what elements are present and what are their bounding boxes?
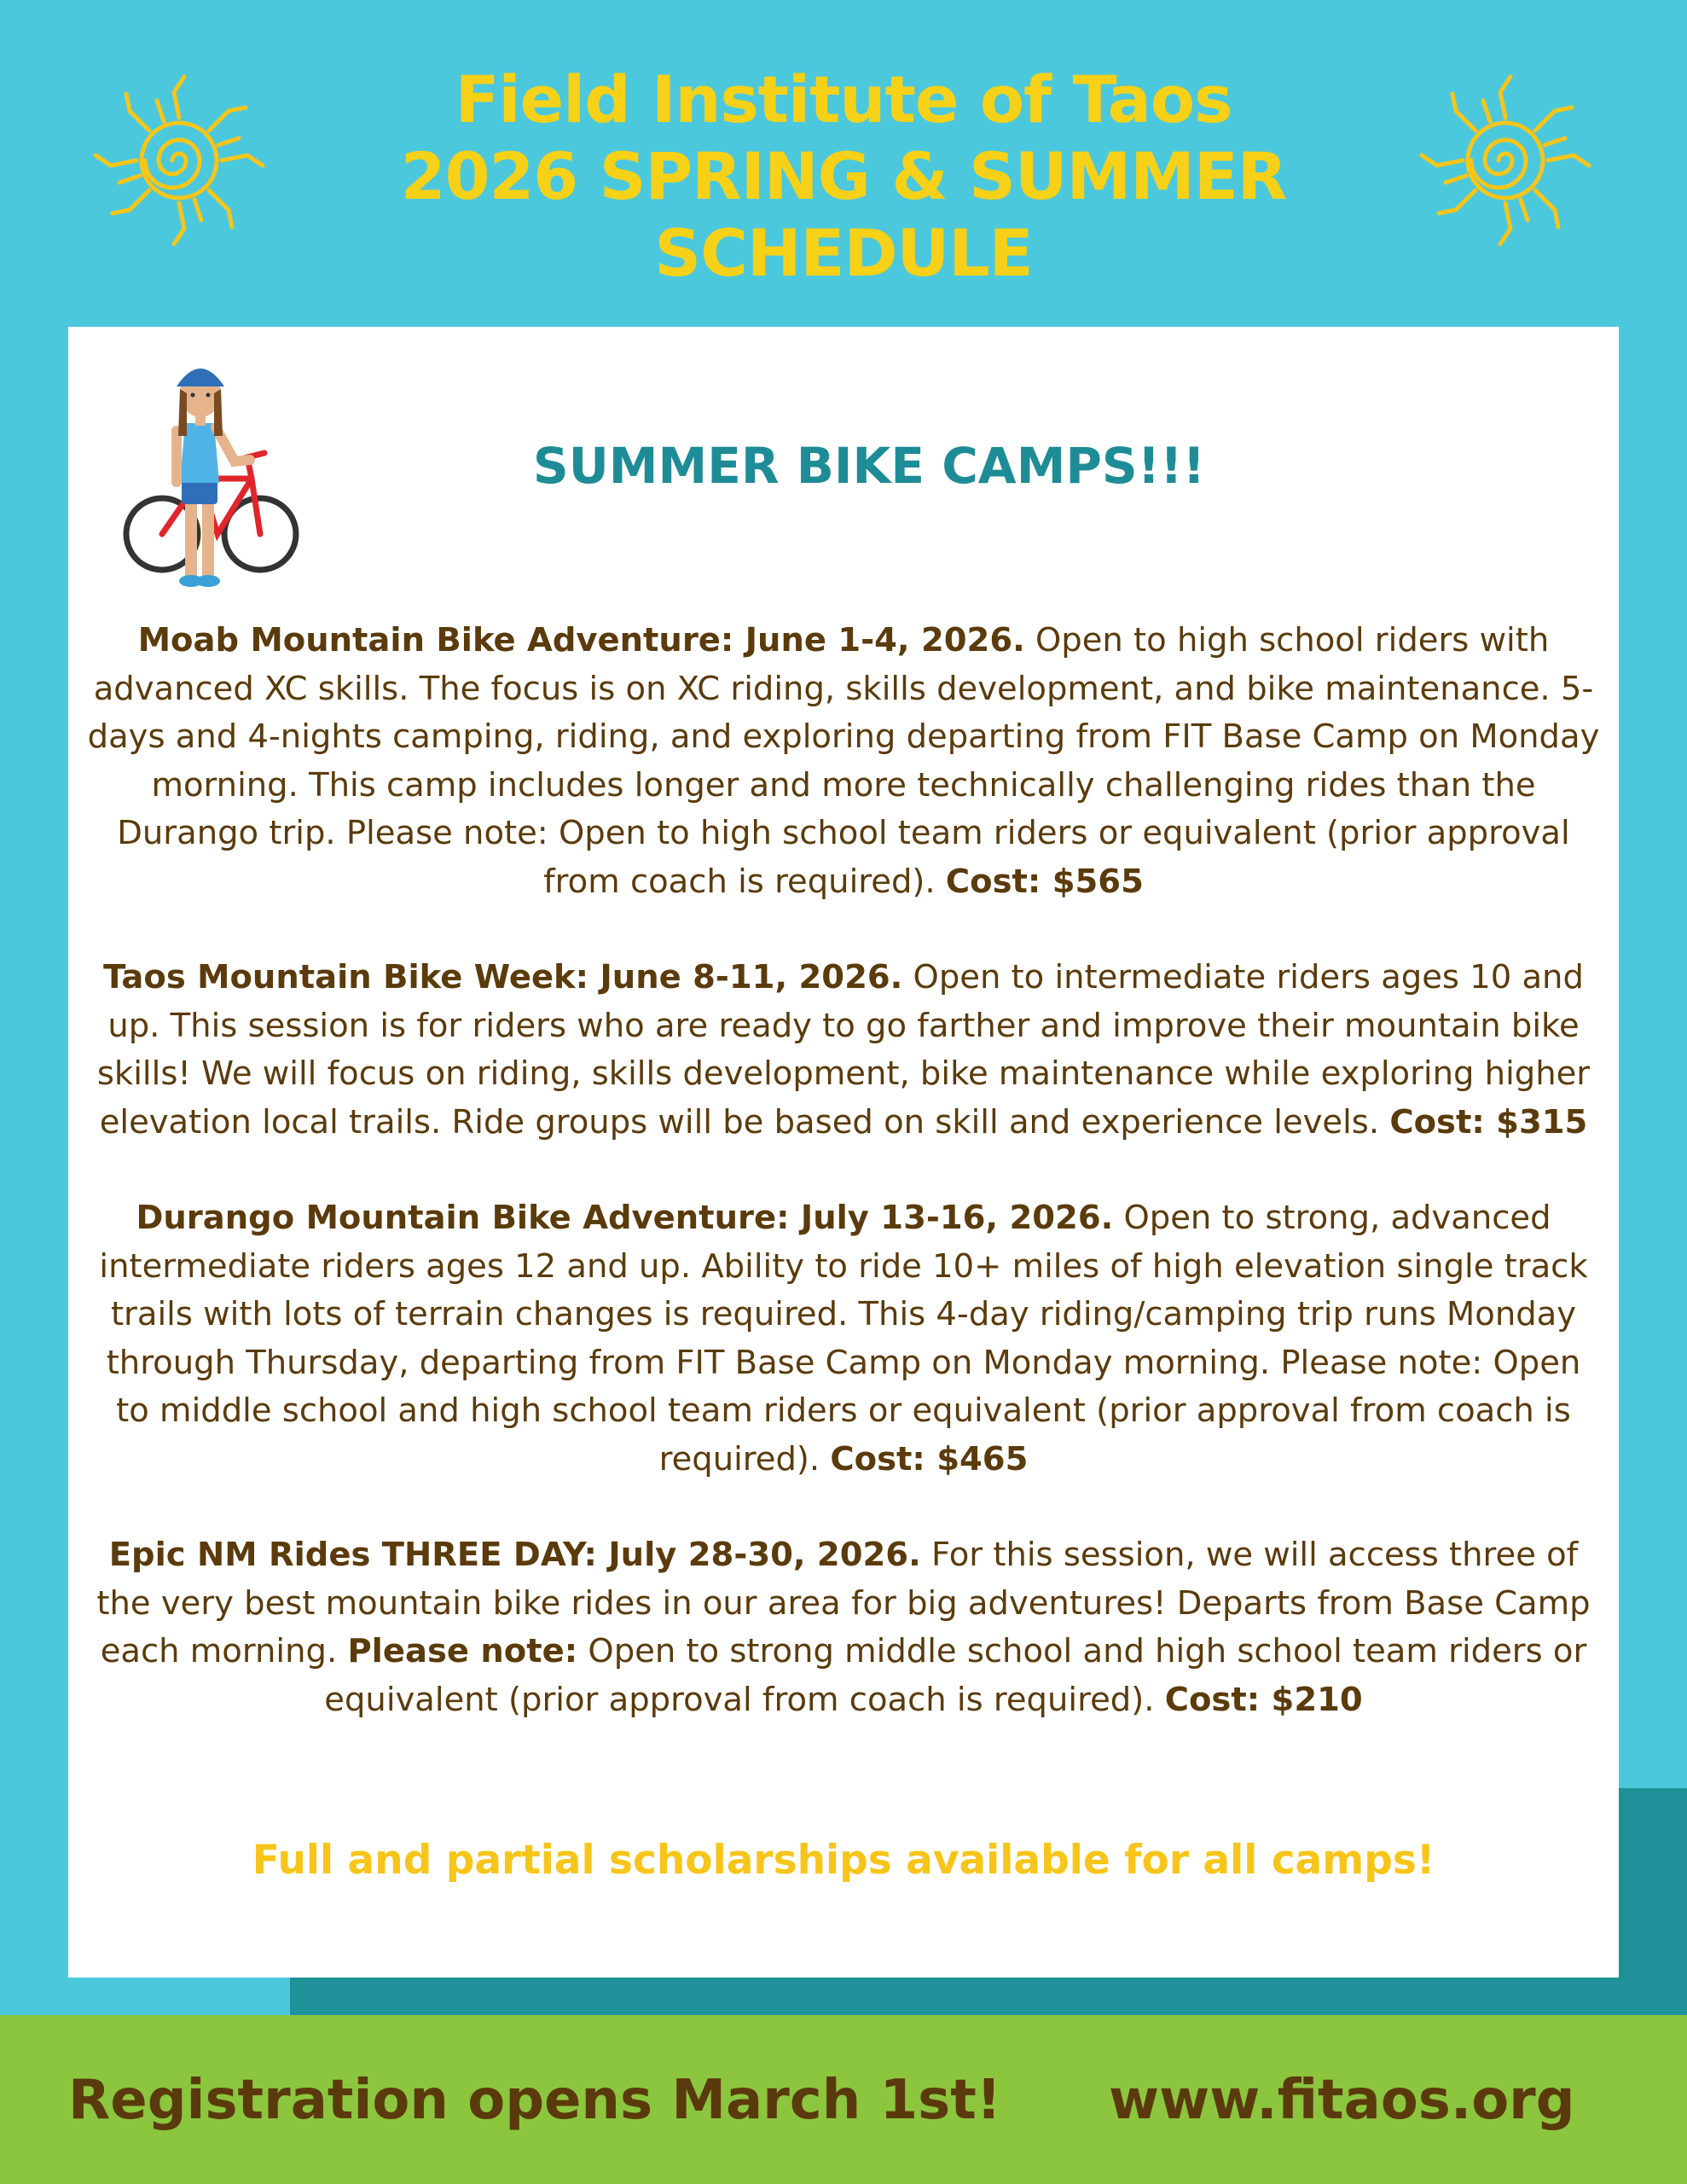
footer-bar — [0, 2015, 1687, 2184]
title-line-3: SCHEDULE — [654, 215, 1033, 291]
camp-cost: Cost: $465 — [830, 1439, 1029, 1478]
title-line-2: 2026 SPRING & SUMMER — [400, 138, 1287, 214]
camp-title: Taos Mountain Bike Week: June 8-11, 2026. — [103, 958, 903, 996]
camp-cost: Cost: $565 — [945, 862, 1144, 901]
camp-description: Open to strong middle school and high school team riders or equivalent (prior approval from coach is required). — [324, 1632, 1587, 1719]
registration-note: Registration opens March 1st! — [68, 2069, 1001, 2132]
page-title — [281, 61, 1406, 292]
camp-item — [85, 617, 1602, 906]
camp-title: Durango Mountain Bike Adventure: July 13-16, 2026. — [136, 1199, 1114, 1237]
sun-icon — [1412, 67, 1599, 254]
camp-description: Open to intermediate riders ages 10 and up. This session is for riders who are ready to go farther and improve their mountain bike skills! We will focus on riding, skills development, bike maintenance while exploring higher elevation local trails. Ride groups will be based on skill and experience levels. — [96, 958, 1591, 1141]
sun-icon — [85, 67, 273, 254]
camp-list — [85, 617, 1602, 1772]
camp-cost: Cost: $210 — [1164, 1680, 1363, 1719]
scholarship-note: Full and partial scholarships available for all camps! — [252, 1837, 1435, 1884]
camp-title: Moab Mountain Bike Adventure: June 1-4, 2026. — [137, 621, 1025, 659]
section-heading: SUMMER BIKE CAMPS!!! — [532, 437, 1206, 495]
camp-cost: Cost: $315 — [1389, 1102, 1588, 1141]
camp-title: Epic NM Rides THREE DAY: July 28-30, 2026. — [108, 1536, 921, 1574]
camp-item — [85, 954, 1602, 1147]
website-link[interactable]: www.fitaos.org — [1109, 2069, 1575, 2132]
camp-description: For this session, we will access three of the very best mountain bike rides in our area for big adventures! Departs from Base Camp each morning. — [96, 1536, 1591, 1670]
camp-note-label: Please note: — [347, 1632, 578, 1670]
camp-item — [85, 1531, 1602, 1724]
camp-description: Open to strong, advanced intermediate riders ages 12 and up. Ability to ride 10+ miles of high elevation single track trails with lots of terrain changes is required. This 4-day riding/camping trip runs Monday through Thursday, departing from FIT Base Camp on Monday morning. Please note: Open to middle school and high school team riders or equivalent (prior approval from coach is required). — [99, 1199, 1588, 1478]
content-panel — [68, 327, 1619, 1978]
camp-item — [85, 1194, 1602, 1484]
camp-description: Open to high school riders with advanced XC skills. The focus is on XC riding, skills development, and bike maintenance. 5-days and 4-nights camping, riding, and exploring departing from FIT Base Camp on Monday morning. This camp includes longer and more technically challenging rides than the Durango trip. Please note: Open to high school team riders or equivalent (prior approval from coach is required). — [87, 621, 1600, 901]
title-line-1: Field Institute of Taos — [455, 61, 1232, 137]
